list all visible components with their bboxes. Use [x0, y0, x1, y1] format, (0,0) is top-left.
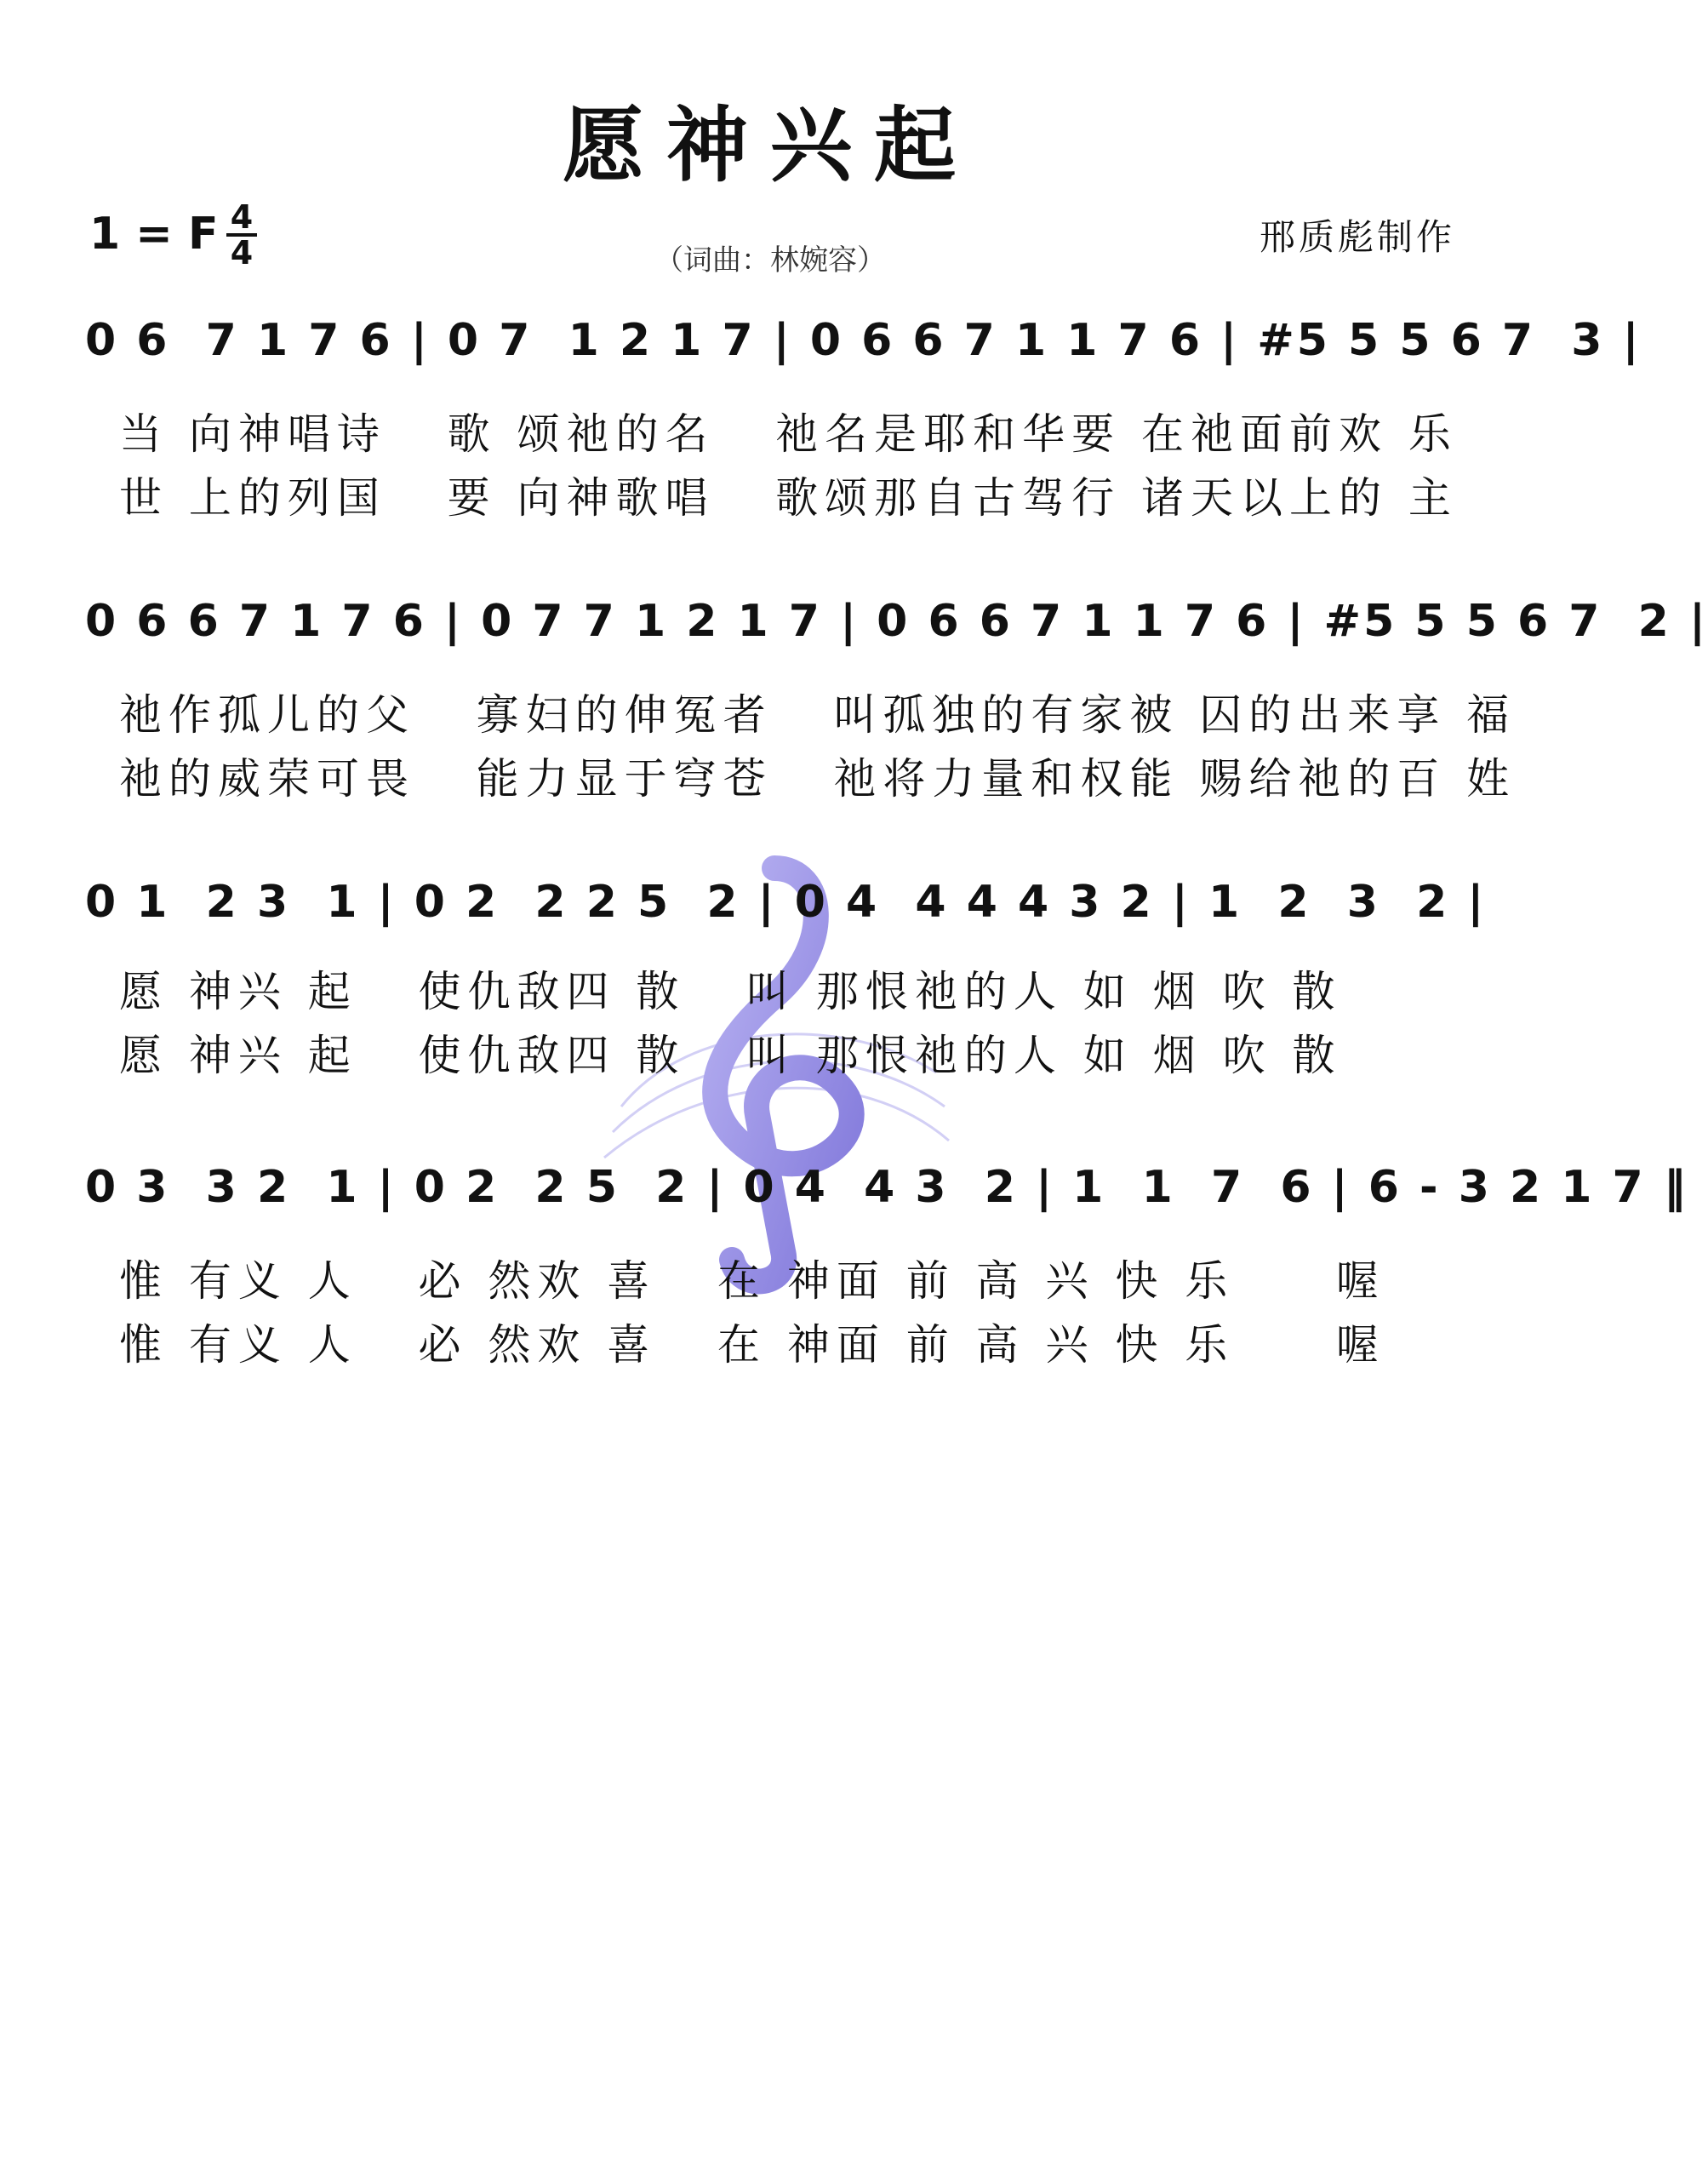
lyrics-row-4-verse-1: 惟 有义 人 必 然欢 喜 在 神面 前 高 兴 快 乐 喔 — [119, 1256, 1385, 1306]
lyrics-row-2-verse-2: 祂的威荣可畏 能力显于穹苍 祂将力量和权能 赐给祂的百 姓 — [119, 754, 1517, 804]
notes-row-1: 0 6 7 1 7 6 | 0 7 1 2 1 7 | 0 6 6 7 1 1 7 6 | #5 5 5 6 7 3 | — [85, 315, 1642, 366]
lyrics-row-2-verse-1: 祂作孤儿的父 寡妇的伸冤者 叫孤独的有家被 囚的出来享 福 — [119, 690, 1517, 740]
notes-row-3: 0 1 2 3 1 | 0 2 2 2 5 2 | 0 4 4 4 4 3 2 | 1 2 3 2 | — [85, 877, 1487, 928]
song-title: 愿神兴起 — [563, 97, 978, 193]
composer-credit: （词曲：林婉容） — [654, 243, 886, 277]
lyrics-row-1-verse-2: 世 上的列国 要 向神歌唱 歌颂那自古驾行 诸天以上的 主 — [119, 473, 1458, 523]
lyrics-row-3-verse-1: 愿 神兴 起 使仇敌四 散 叫 那恨祂的人 如 烟 吹 散 — [119, 967, 1342, 1016]
lyrics-row-1-verse-1: 当 向神唱诗 歌 颂祂的名 祂名是耶和华要 在祂面前欢 乐 — [119, 409, 1458, 459]
maker-credit: 邢质彪制作 — [1259, 216, 1455, 258]
lyrics-row-4-verse-2: 惟 有义 人 必 然欢 喜 在 神面 前 高 兴 快 乐 喔 — [119, 1320, 1385, 1370]
notes-row-4: 0 3 3 2 1 | 0 2 2 5 2 | 0 4 4 3 2 | 1 1 7 6 | 6 - 3 2 1 7 ‖ — [85, 1162, 1688, 1213]
time-signature-top: 4 — [230, 198, 254, 236]
time-signature-bottom: 4 — [230, 234, 254, 272]
lyrics-row-3-verse-2: 愿 神兴 起 使仇敌四 散 叫 那恨祂的人 如 烟 吹 散 — [119, 1031, 1342, 1080]
key-signature: 1 = F — [89, 209, 219, 260]
notes-row-2: 0 6 6 7 1 7 6 | 0 7 7 1 2 1 7 | 0 6 6 7 1 1 7 6 | #5 5 5 6 7 2 | — [85, 596, 1708, 647]
